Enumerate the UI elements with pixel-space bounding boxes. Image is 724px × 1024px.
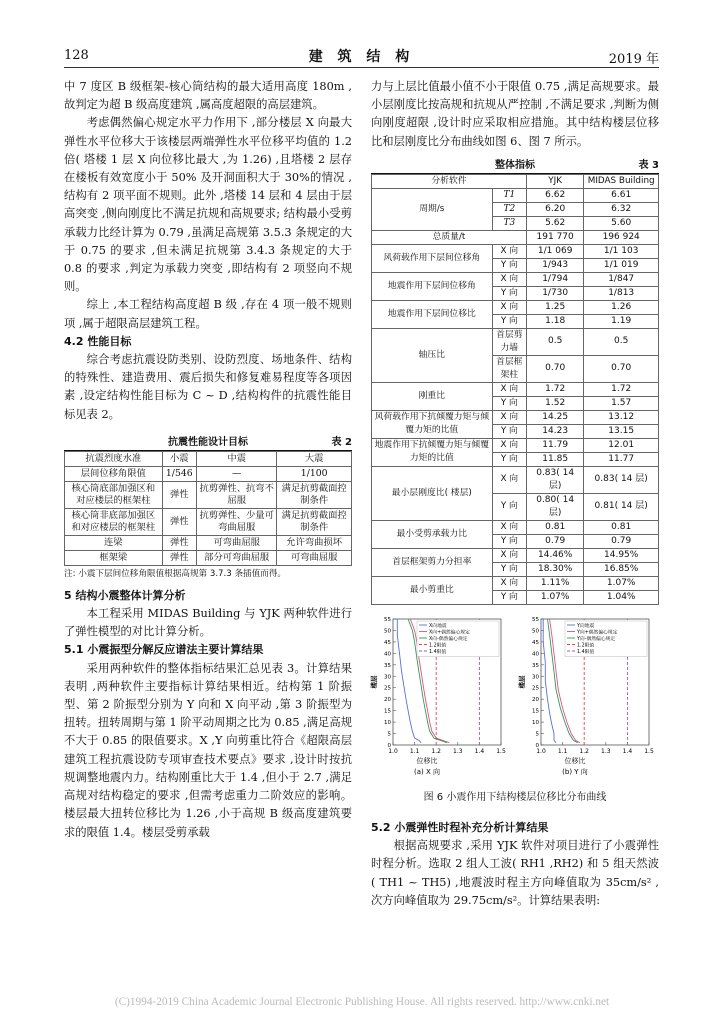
y-tick-label: 55 <box>532 616 539 623</box>
journal-year: 2019 年 <box>608 52 659 67</box>
table-row <box>372 438 659 452</box>
y-tick-label: 35 <box>384 662 391 669</box>
table-cell: 0.81 <box>526 520 583 534</box>
figure-6 <box>371 613 659 783</box>
table-cell: 首层框架剪力分担率 <box>372 548 493 576</box>
table-row <box>65 550 352 565</box>
legend-label: X向-偶然偏心规定 <box>429 636 468 642</box>
table-row <box>372 244 659 258</box>
table-cell: 1/1 019 <box>584 258 659 272</box>
y-tick-label: 20 <box>532 696 539 703</box>
y-tick-label: 30 <box>532 674 539 681</box>
table-cell: 弹性 <box>162 550 196 565</box>
table-cell: 总质量/t <box>372 230 527 244</box>
left-column <box>64 78 352 842</box>
table-cell: 196 924 <box>584 230 659 244</box>
x-tick-label: 1.5 <box>496 747 506 755</box>
section-heading: 4.2 性能目标 <box>64 334 132 348</box>
table-cell: Y 向 <box>492 258 526 272</box>
legend-label: Y向+偶然偏心规定 <box>577 630 618 636</box>
legend-label: 1.4限值 <box>577 649 595 655</box>
table-cell: 满足抗剪截面控制条件 <box>277 481 352 508</box>
paragraph: 本工程采用 MIDAS Building 与 YJK 两种软件进行了弹性模型的对比计算分析。 <box>64 607 352 639</box>
table-cell: X 向 <box>492 244 526 258</box>
table-title: 整体指标 <box>495 159 535 171</box>
table-cell: T2 <box>492 202 526 216</box>
table-cell: 1.72 <box>584 382 659 396</box>
x-tick-label: 1.1 <box>409 747 420 755</box>
table-cell: 连梁 <box>65 535 163 550</box>
table-cell: 1/813 <box>584 286 659 300</box>
table-cell: 1/943 <box>526 258 583 272</box>
table-cell: Y 向 <box>492 590 526 604</box>
table-cell: 可弯曲屈服 <box>197 535 277 550</box>
page-header <box>64 44 659 68</box>
table-cell: 1.04% <box>584 590 659 604</box>
table-row <box>372 328 659 355</box>
table-cell: 1/794 <box>526 272 583 286</box>
table-cell: 轴压比 <box>372 328 493 382</box>
table-row <box>65 481 352 508</box>
table-cell: T3 <box>492 216 526 230</box>
table-cell: X 向 <box>492 300 526 314</box>
table-cell: 1.07% <box>526 590 583 604</box>
table-cell: 1.52 <box>526 396 583 410</box>
table-cell: 0.79 <box>526 534 583 548</box>
table-row <box>372 410 659 424</box>
table-cell: 1.72 <box>526 382 583 396</box>
table-cell: 11.85 <box>526 452 583 466</box>
table-cell: Y 向 <box>492 314 526 328</box>
table-cell: 6.61 <box>584 188 659 202</box>
table-cell: 1.19 <box>584 314 659 328</box>
y-tick-label: 10 <box>532 719 539 726</box>
table-row <box>372 230 659 244</box>
table-cell: 14.25 <box>526 410 583 424</box>
table-cell: 周期/s <box>372 188 493 230</box>
y-tick-label: 55 <box>384 616 391 623</box>
table-header-cell: 小震 <box>162 451 196 466</box>
table-cell: 13.12 <box>584 410 659 424</box>
table-cell: Y 向 <box>492 534 526 548</box>
x-tick-label: 1.4 <box>474 747 485 755</box>
table-cell: 14.23 <box>526 424 583 438</box>
y-tick-label: 35 <box>532 662 539 669</box>
table-row <box>65 508 352 535</box>
table-row <box>372 382 659 396</box>
table-note: 注: 小震下层间位移角限值根据高规第 3.7.3 条插值而得。 <box>64 568 287 579</box>
table-cell: 框架梁 <box>65 550 163 565</box>
y-tick-label: 45 <box>384 639 391 646</box>
legend-label: Y向地震 <box>577 623 595 629</box>
table-cell: 部分可弯曲屈服 <box>197 550 277 565</box>
table-cell: 0.79 <box>584 534 659 548</box>
table-cell: 弹性 <box>162 481 196 508</box>
x-tick-label: 1.3 <box>453 747 463 755</box>
table-cell: 1.57 <box>584 396 659 410</box>
table-cell: 1.11% <box>526 576 583 590</box>
table-cell: 最小剪重比 <box>372 576 493 604</box>
legend-label: 1.2限值 <box>577 643 595 649</box>
table-cell: 1/100 <box>277 466 352 481</box>
legend-label: X向+偶然偏心规定 <box>429 630 470 636</box>
paragraph: 中 7 度区 B 级框架-核心筒结构的最大适用高度 180m ,故判定为超 B 级高度建筑 ,属高度超限的高层建筑。 <box>64 80 352 112</box>
table-cell: 1.26 <box>584 300 659 314</box>
right-column <box>371 78 659 910</box>
table-cell: 11.77 <box>584 452 659 466</box>
chart-x-direction <box>371 613 511 781</box>
chart-subtitle: (b) Y 向 <box>562 767 588 776</box>
legend-label: 1.2限值 <box>429 643 447 649</box>
table-caption <box>371 157 659 174</box>
table-cell: Y 向 <box>492 396 526 410</box>
x-tick-label: 1.2 <box>431 747 441 755</box>
y-tick-label: 25 <box>532 685 539 692</box>
table-cell: 弹性 <box>162 535 196 550</box>
paragraph: 考虑偶然偏心规定水平力作用下 ,部分楼层 X 向最大弹性水平位移大于该楼层两端弹性水平位移平均值的 1.2 倍( 塔楼 1 层 X 向位移比最大 ,为 1.26) ,且塔楼 2 层存在楼板有效宽度小于 50% 及开洞面积大于 30%的情况 ,结构有 2 项平面不规则。此外 ,塔楼 14 层和 4 层由于层高突变 ,侧向刚度比不满足抗规和高规要求; 结构最小受剪承载力比经计算为 0.79 ,虽满足高规第 3.5.3 条规定的大于 0.75 的要求 ,但未满足抗规第 3.4.3 条规定的大于 0.8 的要求 ,判定为承载力突变 ,即结构有 2 项竖向不规则。 <box>64 116 352 294</box>
table-cell: X 向 <box>492 272 526 286</box>
y-tick-label: 50 <box>532 628 539 635</box>
y-tick-label: 5 <box>535 731 539 738</box>
table-cell: 风荷载作用下层间位移角 <box>372 244 493 272</box>
table-cell: Y 向 <box>492 493 526 520</box>
table-cell: 刚重比 <box>372 382 493 410</box>
table-cell: 16.85% <box>584 562 659 576</box>
x-axis-label: 位移比 <box>564 756 586 765</box>
y-tick-label: 50 <box>384 628 391 635</box>
table-cell: 1.18 <box>526 314 583 328</box>
table-cell: X 向 <box>492 520 526 534</box>
table-header-cell: 中震 <box>197 451 277 466</box>
table-cell: 抗剪弹性、抗弯不屈服 <box>197 481 277 508</box>
table-row <box>372 576 659 590</box>
y-tick-label: 25 <box>384 685 391 692</box>
table-cell: 1.07% <box>584 576 659 590</box>
table-header-cell: YJK <box>526 174 583 188</box>
table-cell: 6.62 <box>526 188 583 202</box>
legend-label: Y向-偶然偏心规定 <box>577 636 616 642</box>
table-cell: 6.32 <box>584 202 659 216</box>
table-cell: 0.80( 14 层) <box>526 493 583 520</box>
x-tick-label: 1.3 <box>601 747 611 755</box>
section-heading: 5.2 小震弹性时程补充分析计算结果 <box>371 821 549 835</box>
table-cell: X 向 <box>492 410 526 424</box>
y-tick-label: 5 <box>387 731 391 738</box>
table-number: 表 3 <box>638 159 659 171</box>
table-cell: 地震作用下抗倾覆力矩与倾覆力矩的比值 <box>372 438 493 466</box>
table-cell: 核心筒非底部加强区和对应楼层的框架柱 <box>65 508 163 535</box>
y-tick-label: 30 <box>384 674 391 681</box>
y-tick-label: 45 <box>532 639 539 646</box>
paragraph: 根据高规要求 ,采用 YJK 软件对项目进行了小震弹性时程分析。选取 2 组人工波( RH1 ,RH2) 和 5 组天然波( TH1 ~ TH5) ,地震波时程主方向峰值取为 35cm/s² ,次方向峰值取为 29.75cm/s²。计算结果表明: <box>371 839 659 907</box>
table-cell: 13.15 <box>584 424 659 438</box>
table-cell: 191 770 <box>526 230 583 244</box>
page-number: 128 <box>64 48 89 63</box>
table-cell: 最小受剪承载力比 <box>372 520 493 548</box>
y-tick-label: 0 <box>387 742 391 749</box>
table-cell: 0.83( 14 层) <box>526 466 583 493</box>
table-cell: 1/730 <box>526 286 583 300</box>
table-title: 抗震性能设计目标 <box>168 436 248 448</box>
table-cell: X 向 <box>492 466 526 493</box>
y-tick-label: 10 <box>384 719 391 726</box>
y-tick-label: 15 <box>384 708 391 715</box>
table-cell: 允许弯曲损坏 <box>277 535 352 550</box>
table-cell: 0.5 <box>526 328 583 355</box>
section-heading: 5 结构小震整体计算分析 <box>64 588 186 602</box>
table-cell: 核心筒底部加强区和对应楼层的框架柱 <box>65 481 163 508</box>
chart-y-direction <box>519 613 659 781</box>
table-cell: Y 向 <box>492 424 526 438</box>
table-cell: 1/1 103 <box>584 244 659 258</box>
table-cell: 0.70 <box>526 355 583 382</box>
table-cell: 14.95% <box>584 548 659 562</box>
journal-title: 建 筑 结 构 <box>308 49 415 65</box>
table-caption <box>64 434 352 451</box>
x-tick-label: 1.4 <box>622 747 633 755</box>
table-cell: 地震作用下层间位移比 <box>372 300 493 328</box>
table-cell: 12.01 <box>584 438 659 452</box>
index-table <box>371 174 659 605</box>
paragraph: 力与上层比值最小值不小于限值 0.75 ,满足高规要求。最小层刚度比按高规和抗规从严控制 ,不满足要求 ,判断为侧向刚度超限 ,设计时应采取相应措施。其中结构楼层位移比和层刚度比分布曲线如图 6、图 7 所示。 <box>371 80 659 148</box>
table-cell: X 向 <box>492 576 526 590</box>
table-row <box>372 466 659 493</box>
table-cell: X 向 <box>492 548 526 562</box>
table-cell: 14.46% <box>526 548 583 562</box>
table-cell: 1/847 <box>584 272 659 286</box>
table-cell: 最小层刚度比( 楼层) <box>372 466 493 520</box>
table-cell: 0.70 <box>584 355 659 382</box>
table-3 <box>371 157 659 605</box>
table-cell: Y 向 <box>492 452 526 466</box>
legend-label: 1.4限值 <box>429 649 447 655</box>
paragraph: 综合考虑抗震设防类别、设防烈度、场地条件、结构的特殊性、建造费用、震后损失和修复难易程度等各项因素 ,设定结构性能目标为 C ~ D ,结构构件的抗震性能目标见表 2。 <box>64 353 352 421</box>
table-cell: X 向 <box>492 382 526 396</box>
table-cell: X 向 <box>492 438 526 452</box>
table-cell: 满足抗剪截面控制条件 <box>277 508 352 535</box>
table-cell: 18.30% <box>526 562 583 576</box>
y-tick-label: 40 <box>384 651 391 658</box>
table-cell: 1.25 <box>526 300 583 314</box>
performance-table <box>64 451 352 566</box>
y-tick-label: 40 <box>532 651 539 658</box>
y-axis-label: 楼层 <box>370 675 378 689</box>
copyright-footer: (C)1994-2019 China Academic Journal Electronic Publishing House. All rights reserved. http://www.cnki.net <box>114 996 610 1008</box>
table-header-cell: 抗震烈度水准 <box>65 451 163 466</box>
table-cell: — <box>197 466 277 481</box>
table-cell: 弹性 <box>162 508 196 535</box>
table-cell: 6.20 <box>526 202 583 216</box>
table-cell: Y 向 <box>492 286 526 300</box>
y-tick-label: 20 <box>384 696 391 703</box>
table-header-cell: 分析软件 <box>372 174 527 188</box>
table-2 <box>64 434 352 581</box>
paragraph: 综上 ,本工程结构高度超 B 级 ,存在 4 项一般不规则项 ,属于超限高层建筑工程。 <box>64 298 352 330</box>
table-cell: 抗剪弹性、少量可弯曲屈服 <box>197 508 277 535</box>
x-tick-label: 1.5 <box>644 747 654 755</box>
x-tick-label: 1.2 <box>579 747 589 755</box>
chart-subtitle: (a) X 向 <box>414 767 440 776</box>
paragraph: 采用两种软件的整体指标结果汇总见表 3。计算结果表明 ,两种软件主要指标计算结果相近。结构第 1 阶振型、第 2 阶振型分别为 Y 向和 X 向平动 ,第 3 阶振型为扭转。扭转周期与第 1 阶平动周期之比为 0.85 ,满足高规不大于 0.85 的限值要求。X ,Y 向剪重比符合《超限高层建筑工程抗震设防专项审查技术要点》要求 ,设计时按抗规调整地震内力。结构刚重比大于 1.4 ,但小于 2.7 ,满足高规对结构稳定的要求 ,但需考虑重力二阶效应的影响。楼层最大扭转位移比为 1.26 ,小于高规 B 级高度建筑要求的限值 1.4。楼层受剪承载 <box>64 661 352 839</box>
table-header-cell: MIDAS Building <box>584 174 659 188</box>
table-cell: Y 向 <box>492 562 526 576</box>
table-cell: 可弯曲屈服 <box>277 550 352 565</box>
x-tick-label: 1.0 <box>536 747 546 755</box>
y-tick-label: 15 <box>532 708 539 715</box>
y-axis-label: 楼层 <box>518 675 526 689</box>
table-cell: 层间位移角限值 <box>65 466 163 481</box>
table-cell: 1/1 069 <box>526 244 583 258</box>
table-cell: 地震作用下层间位移角 <box>372 272 493 300</box>
table-cell: 11.79 <box>526 438 583 452</box>
table-row <box>372 520 659 534</box>
table-row <box>65 535 352 550</box>
table-row <box>372 300 659 314</box>
figure-caption: 图 6 小震作用下结构楼层位移比分布曲线 <box>423 791 607 803</box>
table-cell: 风荷载作用下抗倾覆力矩与倾覆力矩的比值 <box>372 410 493 438</box>
table-row <box>372 188 659 202</box>
section-heading: 5.1 小震振型分解反应谱法主要计算结果 <box>64 643 264 657</box>
table-header-cell: 大震 <box>277 451 352 466</box>
table-cell: 首层框架柱 <box>492 355 526 382</box>
legend-label: X向地震 <box>429 623 447 629</box>
table-cell: 0.5 <box>584 328 659 355</box>
table-cell: 5.62 <box>526 216 583 230</box>
y-tick-label: 0 <box>535 742 539 749</box>
table-cell: 0.83( 14 层) <box>584 466 659 493</box>
table-cell: 0.81( 14 层) <box>584 493 659 520</box>
table-row <box>372 272 659 286</box>
table-cell: 0.81 <box>584 520 659 534</box>
x-tick-label: 1.0 <box>388 747 398 755</box>
table-cell: 首层剪力墙 <box>492 328 526 355</box>
table-row <box>65 466 352 481</box>
table-cell: 5.60 <box>584 216 659 230</box>
table-row <box>372 548 659 562</box>
table-number: 表 2 <box>331 436 352 448</box>
table-cell: T1 <box>492 188 526 202</box>
table-cell: 1/546 <box>162 466 196 481</box>
x-axis-label: 位移比 <box>416 756 438 765</box>
x-tick-label: 1.1 <box>557 747 568 755</box>
